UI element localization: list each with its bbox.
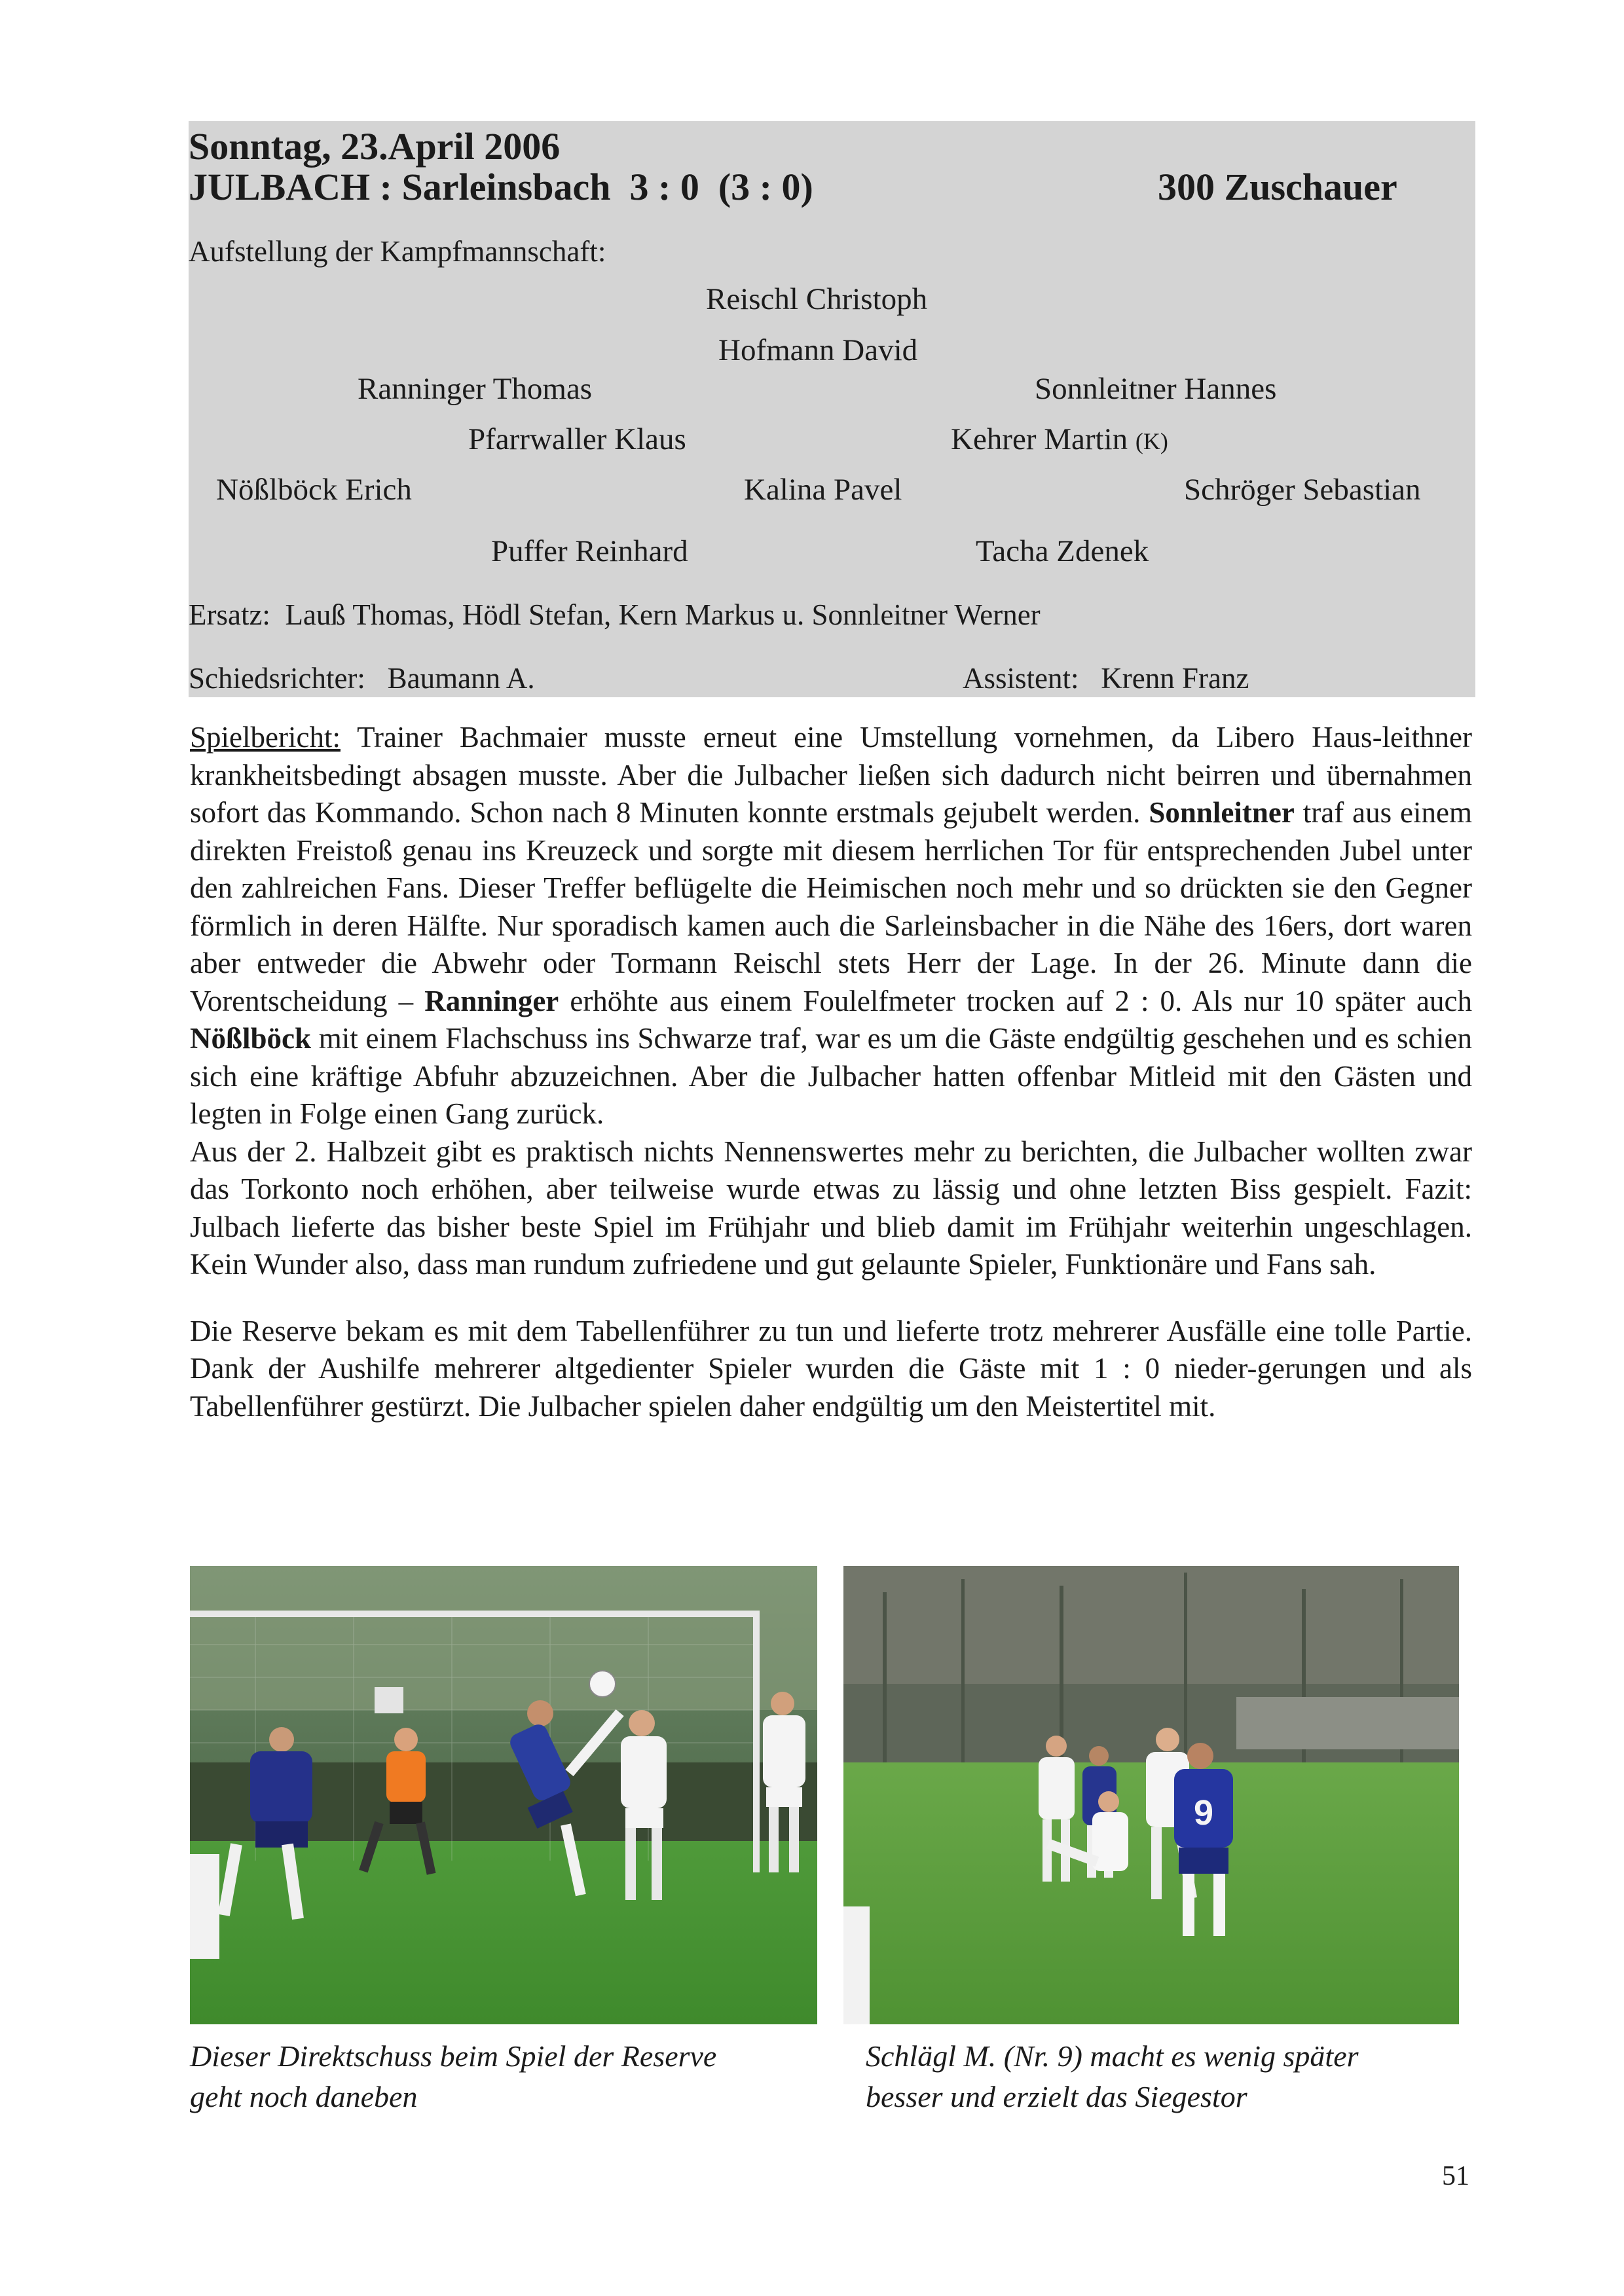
- report-paragraph-1: [190, 719, 1472, 1133]
- spectator-count: 300 Zuschauer: [1158, 166, 1397, 208]
- caption-left-line-1: Dieser Direktschuss beim Spiel der Reserve: [190, 2039, 717, 2073]
- caption-right-line-1: Schlägl M. (Nr. 9) macht es wenig später: [866, 2039, 1359, 2073]
- player-defender-right: Sonnleitner Hannes: [1035, 372, 1277, 406]
- match-date: Sonntag, 23.April 2006: [189, 125, 561, 168]
- captain-mark: (K): [1135, 428, 1168, 454]
- caption-left: [190, 2036, 716, 2117]
- photo-reserve-shot: [190, 1566, 817, 2024]
- referee: [189, 661, 535, 695]
- match-score: 3 : 0: [629, 166, 699, 208]
- match-report: [190, 719, 1472, 1425]
- player-libero: Hofmann David: [718, 333, 918, 367]
- player-defender-left: Ranninger Thomas: [358, 372, 593, 406]
- lineup-label: Aufstellung der Kampfmannschaft:: [189, 235, 606, 268]
- match-result: [189, 165, 813, 209]
- reserve-report: Die Reserve bekam es mit dem Tabellenführer zu tun und lieferte trotz mehrerer Ausfälle eine tolle Partie. Dank der Aushilfe mehrerer altgedienter Spieler wurden die Gäste mit 1 : 0 nieder-gerungen und als Tabellenführer gestürzt. Die Julbacher spielen daher endgültig um den Meistertitel mit.: [190, 1314, 1472, 1423]
- player-goalkeeper: Reischl Christoph: [706, 282, 928, 316]
- referee-name: Baumann A.: [387, 662, 535, 695]
- player-striker-right: Tacha Zdenek: [976, 534, 1149, 568]
- assistant-referee: [963, 661, 1249, 695]
- report-text: erhöhte aus einem Foulelfmeter trocken auf 2 : 0. Als nur 10 später auch: [559, 984, 1472, 1017]
- report-text: Trainer Bachmaier musste erneut eine Umstellung vornehmen, da Libero Haus-leithner krankheitsbedingt absagen musste. Aber die Julbacher ließen sich dadurch nicht beirren und übernahmen sofort das Kommando. Schon nach 8 Minuten konnte erstmals gejubelt werden.: [190, 721, 1472, 829]
- report-paragraph-2: Aus der 2. Halbzeit gibt es praktisch nichts Nennenswertes mehr zu berichten, die Julbacher wollten zwar das Torkonto noch erhöhen, aber teilweise wurde etwas zu lässig und ohne letzten Biss gespielt. Fazit: Julbach lieferte das bisher beste Spiel im Frühjahr und blieb damit im Frühjahr weiterhin ungeschlagen. Kein Wunder also, dass man rundum zufriedene und gut gelaunte Spieler, Funktionäre und Fans sah.: [190, 1135, 1472, 1281]
- referee-label: Schiedsrichter:: [189, 662, 365, 695]
- scorer-name: Sonnleitner: [1149, 796, 1295, 829]
- jersey-number: 9: [1193, 1793, 1214, 1832]
- player-midfield-left: Pfarrwaller Klaus: [468, 422, 686, 456]
- caption-right-line-2: besser und erzielt das Siegestor: [866, 2080, 1247, 2113]
- caption-right: [866, 2036, 1359, 2117]
- substitutes: [189, 598, 1041, 632]
- scorer-name: Ranninger: [424, 984, 559, 1017]
- substitutes-list: Lauß Thomas, Hödl Stefan, Kern Markus u. Sonnleitner Werner: [285, 598, 1041, 631]
- player-central-midfield: Kalina Pavel: [744, 473, 902, 507]
- scorer-name: Nößlböck: [190, 1022, 312, 1055]
- player-midfield-right: [951, 422, 1168, 457]
- caption-left-line-2: geht noch daneben: [190, 2080, 418, 2113]
- player-striker-left: Puffer Reinhard: [491, 534, 688, 568]
- substitutes-label: Ersatz:: [189, 598, 270, 631]
- player-wing-right: Schröger Sebastian: [1184, 473, 1421, 507]
- player-captain-name: Kehrer Martin: [951, 422, 1128, 456]
- assistant-label: Assistent:: [963, 662, 1079, 695]
- player-wing-left: Nößlböck Erich: [216, 473, 412, 507]
- halftime-score: (3 : 0): [718, 166, 813, 208]
- match-teams: JULBACH : Sarleinsbach: [189, 166, 611, 208]
- assistant-name: Krenn Franz: [1101, 662, 1249, 695]
- photo-winning-goal: [843, 1566, 1459, 2024]
- report-text: traf aus einem direkten Freistoß genau ins Kreuzeck und sorgte mit diesem herrlichen Tor für entsprechenden Jubel unter den zahlreichen Fans. Dieser Treffer beflügelte die Heimischen noch mehr und so drückten sie den Gegner förmlich in deren Hälfte. Nur sporadisch kamen auch die Sarleinsbacher in die Nähe des 16ers, dort waren aber entweder die Abwehr oder Tormann Reischl stets Herr der Lage. In der 26. Minute dann die Vorentscheidung –: [190, 796, 1472, 1017]
- report-text: mit einem Flachschuss ins Schwarze traf, war es um die Gäste endgültig geschehen und es schien sich eine kräftige Abfuhr abzuzeichnen. Aber die Julbacher hatten offenbar Mitleid mit den Gästen und legten in Folge einen Gang zurück.: [190, 1022, 1472, 1130]
- page-number: 51: [1442, 2161, 1469, 2191]
- report-heading: Spielbericht:: [190, 721, 341, 754]
